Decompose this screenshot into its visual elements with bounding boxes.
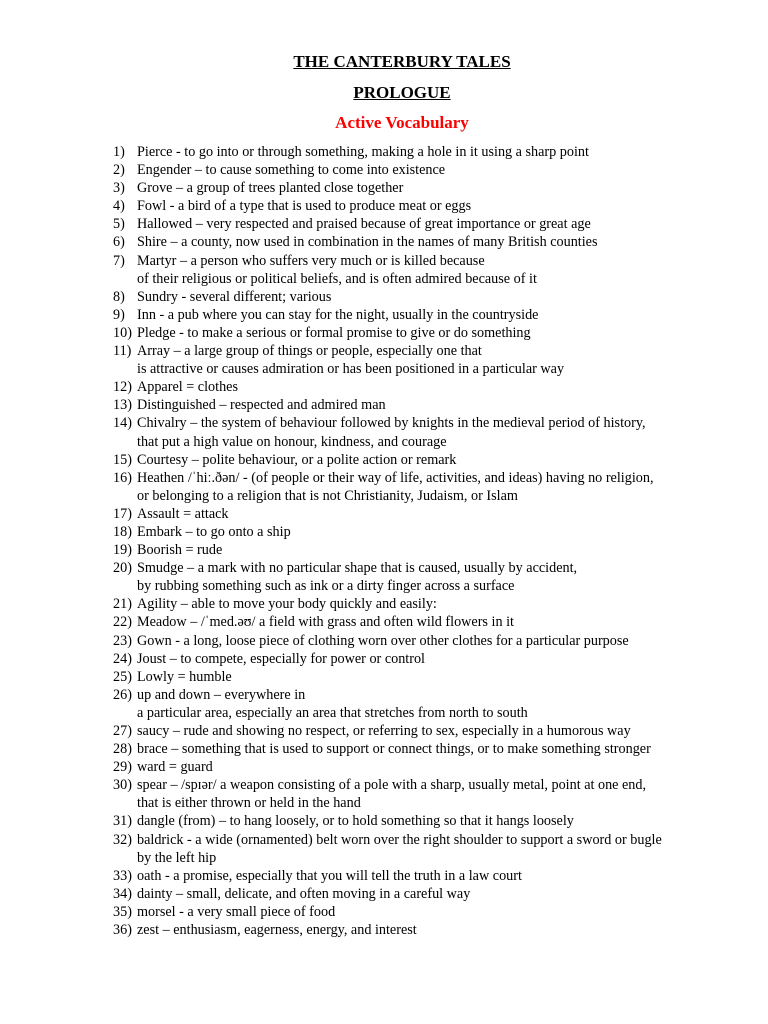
vocab-item xyxy=(113,740,733,758)
vocab-number: 20) xyxy=(113,560,132,577)
vocab-item xyxy=(113,541,733,559)
vocab-number: 28) xyxy=(113,741,132,758)
vocab-definition-continued: of their religious or political beliefs, and is often admired because of it xyxy=(137,270,537,287)
vocab-definition: Apparel = clothes xyxy=(137,379,238,396)
vocab-definition: up and down – everywhere in xyxy=(137,686,306,703)
vocab-item xyxy=(113,613,733,631)
vocab-definition-continued: or belonging to a religion that is not Christianity, Judaism, or Islam xyxy=(137,487,518,504)
vocab-item xyxy=(113,451,733,469)
vocab-number: 36) xyxy=(113,922,132,939)
section-title: PROLOGUE xyxy=(353,83,451,102)
vocab-number: 27) xyxy=(113,723,132,739)
vocab-item xyxy=(113,903,733,921)
vocab-definition: Inn - a pub where you can stay for the night, usually in the countryside xyxy=(137,306,539,323)
document-title: THE CANTERBURY TALES xyxy=(293,52,511,71)
vocab-number: 25) xyxy=(113,668,132,685)
vocab-definition: Pierce - to go into or through something, making a hole in it using a sharp point xyxy=(137,144,589,160)
vocab-item xyxy=(113,650,733,668)
vocab-item xyxy=(113,396,733,414)
vocab-number: 4) xyxy=(113,198,125,215)
vocab-number: 29) xyxy=(113,759,132,776)
vocab-definition: brace – something that is used to support or connect things, or to make something stronger xyxy=(137,741,651,758)
vocab-item xyxy=(113,215,733,233)
vocab-definition: Hallowed – very respected and praised because of great importance or great age xyxy=(137,216,591,233)
vocab-number: 2) xyxy=(113,162,125,179)
vocab-item xyxy=(113,306,733,324)
vocab-definition: Chivalry – the system of behaviour followed by knights in the medieval period of history, xyxy=(137,415,646,432)
vocab-number: 23) xyxy=(113,632,132,649)
vocab-definition: Sundry - several different; various xyxy=(137,288,332,305)
vocab-number: 14) xyxy=(113,415,132,432)
vocab-number: 22) xyxy=(113,614,132,631)
vocab-definition: zest – enthusiasm, eagerness, energy, and interest xyxy=(137,922,417,939)
vocab-definition: Heathen /ˈhiː.ðən/ - (of people or their way of life, activities, and ideas) having no religion, xyxy=(137,469,654,486)
vocab-item xyxy=(113,523,733,541)
vocab-number: 8) xyxy=(113,288,125,305)
vocab-definition: Distinguished – respected and admired man xyxy=(137,397,386,414)
vocab-item xyxy=(113,324,733,342)
vocabulary-heading: Active Vocabulary xyxy=(335,113,469,132)
vocab-item xyxy=(113,378,733,396)
vocab-definition: Assault = attack xyxy=(137,505,229,522)
vocab-number: 13) xyxy=(113,397,132,414)
vocab-definition: Boorish = rude xyxy=(137,542,223,559)
vocab-number: 35) xyxy=(113,903,132,920)
vocab-item xyxy=(113,179,733,197)
vocab-number: 32) xyxy=(113,831,132,848)
vocab-definition: dangle (from) – to hang loosely, or to hold something so that it hangs loosely xyxy=(137,813,574,830)
vocab-definition-continued: a particular area, especially an area that stretches from north to south xyxy=(137,704,528,721)
vocab-number: 24) xyxy=(113,650,132,667)
vocab-item xyxy=(113,233,733,251)
vocab-item xyxy=(113,776,733,812)
vocab-number: 15) xyxy=(113,451,132,468)
vocab-definition: Gown - a long, loose piece of clothing worn over other clothes for a particular purpose xyxy=(137,632,629,649)
vocab-number: 31) xyxy=(113,813,132,830)
vocab-item xyxy=(113,288,733,306)
vocab-definition: Array – a large group of things or people, especially one that xyxy=(137,343,482,360)
vocab-definition: Agility – able to move your body quickly and easily: xyxy=(137,596,437,613)
vocab-definition: Engender – to cause something to come into existence xyxy=(137,162,446,179)
vocab-item xyxy=(113,161,733,179)
vocab-number: 12) xyxy=(113,379,132,396)
vocab-item xyxy=(113,342,733,378)
vocab-item xyxy=(113,252,733,288)
vocab-item xyxy=(113,722,733,740)
vocab-definition-continued: by rubbing something such as ink or a dirty finger across a surface xyxy=(137,578,515,595)
vocab-definition: ward = guard xyxy=(137,759,213,776)
vocab-number: 16) xyxy=(113,469,132,486)
vocab-definition-continued: is attractive or causes admiration or has been positioned in a particular way xyxy=(137,361,565,378)
vocab-definition: Grove – a group of trees planted close together xyxy=(137,180,404,197)
vocab-item xyxy=(113,921,733,939)
vocab-item xyxy=(113,758,733,776)
vocab-number: 30) xyxy=(113,777,132,794)
vocab-definition: Fowl - a bird of a type that is used to produce meat or eggs xyxy=(137,198,472,215)
vocab-item xyxy=(113,469,733,505)
vocab-definition: Courtesy – polite behaviour, or a polite action or remark xyxy=(137,451,457,468)
vocab-definition: Pledge - to make a serious or formal promise to give or do something xyxy=(137,324,531,341)
vocab-definition: Lowly = humble xyxy=(137,668,232,685)
vocab-definition: baldrick - a wide (ornamented) belt worn over the right shoulder to support a sword or bugle xyxy=(137,831,662,848)
vocab-definition: Shire – a county, now used in combination in the names of many British counties xyxy=(137,234,598,251)
vocab-item xyxy=(113,505,733,523)
vocab-number: 33) xyxy=(113,867,132,884)
vocab-definition: saucy – rude and showing no respect, or referring to sex, especially in a humorous way xyxy=(137,723,631,739)
vocab-definition: spear – /spɪər/ a weapon consisting of a pole with a sharp, usually metal, point at one end, xyxy=(137,777,647,794)
vocab-definition-continued: that put a high value on honour, kindness, and courage xyxy=(137,433,447,450)
vocab-item xyxy=(113,559,733,595)
vocab-number: 11) xyxy=(113,343,132,360)
vocab-number: 18) xyxy=(113,523,132,540)
vocab-number: 3) xyxy=(113,180,125,197)
vocab-number: 34) xyxy=(113,885,132,902)
vocabulary-list xyxy=(113,143,733,939)
vocab-definition-continued: that is either thrown or held in the hand xyxy=(137,795,361,812)
vocab-item xyxy=(113,595,733,613)
vocab-number: 9) xyxy=(113,306,125,323)
vocab-definition: Embark – to go onto a ship xyxy=(137,523,291,540)
vocab-item xyxy=(113,632,733,650)
vocab-definition: Meadow – /ˈmed.əʊ/ a field with grass and often wild flowers in it xyxy=(137,614,514,631)
vocab-definition: morsel - a very small piece of food xyxy=(137,903,336,920)
vocab-number: 21) xyxy=(113,596,132,613)
vocab-definition: Joust – to compete, especially for power or control xyxy=(137,650,426,667)
vocab-item xyxy=(113,668,733,686)
vocab-definition: Smudge – a mark with no particular shape that is caused, usually by accident, xyxy=(137,560,578,577)
vocab-item xyxy=(113,686,733,722)
vocab-definition: dainty – small, delicate, and often moving in a careful way xyxy=(137,885,471,902)
vocab-definition: oath - a promise, especially that you will tell the truth in a law court xyxy=(137,867,522,884)
vocab-number: 1) xyxy=(113,144,125,160)
vocab-number: 5) xyxy=(113,216,125,233)
vocab-number: 6) xyxy=(113,234,125,251)
vocab-item xyxy=(113,143,733,161)
vocab-item xyxy=(113,197,733,215)
vocab-definition: Martyr – a person who suffers very much or is killed because xyxy=(137,252,485,269)
vocab-item xyxy=(113,414,733,450)
vocab-item xyxy=(113,812,733,830)
vocab-item xyxy=(113,867,733,885)
vocab-item xyxy=(113,831,733,867)
vocab-definition-continued: by the left hip xyxy=(137,849,217,866)
vocab-number: 10) xyxy=(113,324,132,341)
vocab-number: 7) xyxy=(113,252,125,269)
vocab-number: 19) xyxy=(113,542,132,559)
vocab-number: 26) xyxy=(113,686,132,703)
vocab-item xyxy=(113,885,733,903)
vocab-number: 17) xyxy=(113,505,132,522)
